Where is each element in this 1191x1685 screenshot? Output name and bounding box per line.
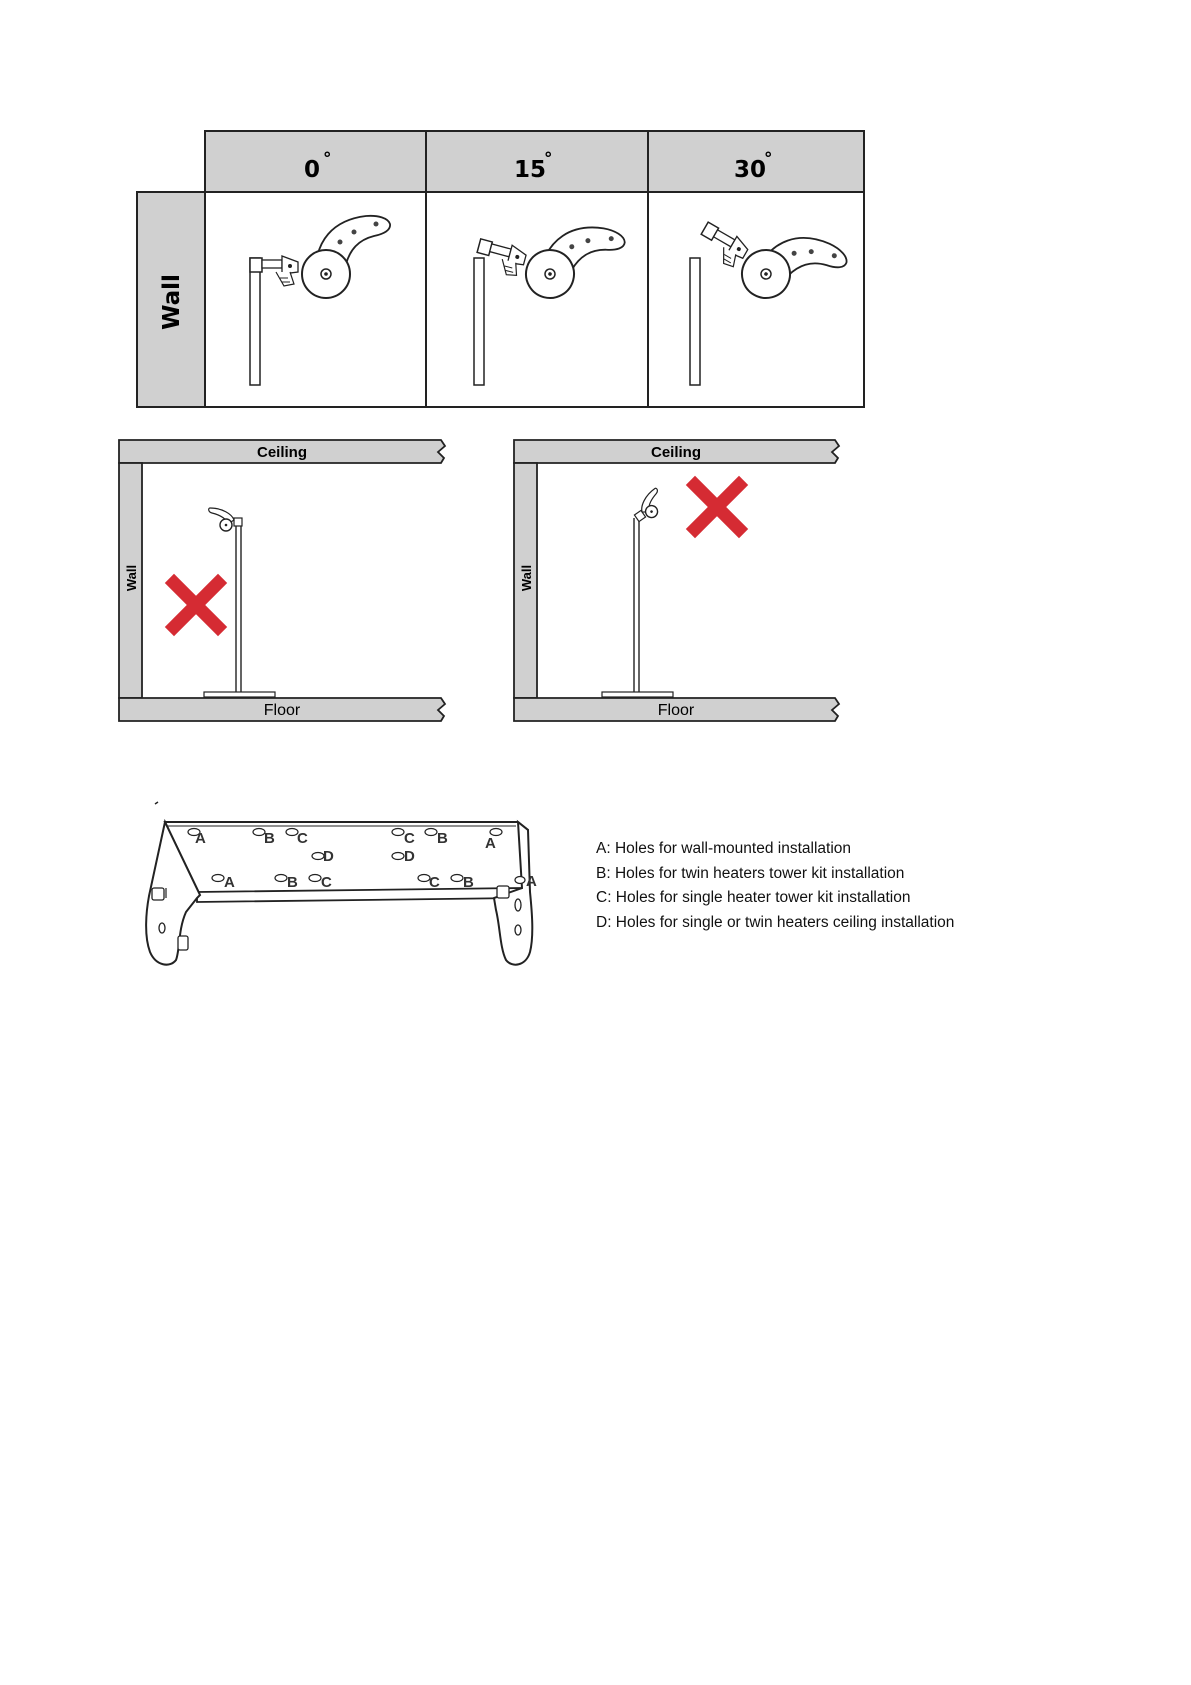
legend-item-d: D: Holes for single or twin heaters ceiling installation: [596, 913, 955, 931]
legend-item-c: C: Holes for single heater tower kit installation: [596, 889, 911, 906]
hole-label-c: C: [404, 830, 415, 847]
error-cross-icon: [695, 485, 739, 529]
angle-table: [137, 131, 864, 407]
hole-label-a: A: [485, 835, 496, 852]
mounting-bracket: [146, 802, 537, 965]
wall-label: Wall: [124, 564, 139, 592]
hole-label-a: A: [224, 874, 235, 891]
heater-15-deg-illustration: [470, 198, 627, 385]
legend-item-a: A: Holes for wall-mounted installation: [596, 840, 852, 857]
error-cross-icon: [174, 583, 218, 627]
hole-legend: [596, 837, 1076, 935]
room-right: [514, 440, 839, 721]
hole-label-c: C: [297, 830, 308, 847]
ceiling-label: Ceiling: [256, 444, 308, 461]
wall-label: Wall: [519, 564, 534, 592]
tilted-heater-icon: [629, 488, 669, 526]
hole-label-b: B: [463, 874, 474, 891]
col-degree-30: °: [764, 149, 773, 169]
hole-label-c: C: [321, 874, 332, 891]
hole-label-c: C: [429, 874, 440, 891]
col-label-0: 0: [303, 157, 321, 183]
hole-label-d: D: [323, 848, 334, 865]
room-left: [119, 440, 445, 721]
col-degree-15: °: [544, 149, 553, 169]
heater-30-deg-illustration: [688, 186, 850, 385]
hole-label-a: A: [526, 873, 537, 890]
hole-label-b: B: [287, 874, 298, 891]
heater-0-deg-illustration: [250, 216, 390, 385]
floor-label: Floor: [657, 702, 695, 719]
legend-item-b: B: Holes for twin heaters tower kit installation: [596, 864, 905, 882]
tilted-heater-icon: [209, 508, 242, 531]
hole-label-b: B: [264, 830, 275, 847]
ceiling-label: Ceiling: [650, 444, 702, 461]
col-label-15: 15: [513, 157, 547, 183]
floor-label: Floor: [263, 702, 301, 719]
col-degree-0: °: [323, 149, 332, 169]
col-label-30: 30: [733, 157, 767, 183]
hole-label-a: A: [195, 830, 206, 847]
hole-label-b: B: [437, 830, 448, 847]
row-label-wall: Wall: [159, 274, 185, 330]
hole-label-d: D: [404, 848, 415, 865]
